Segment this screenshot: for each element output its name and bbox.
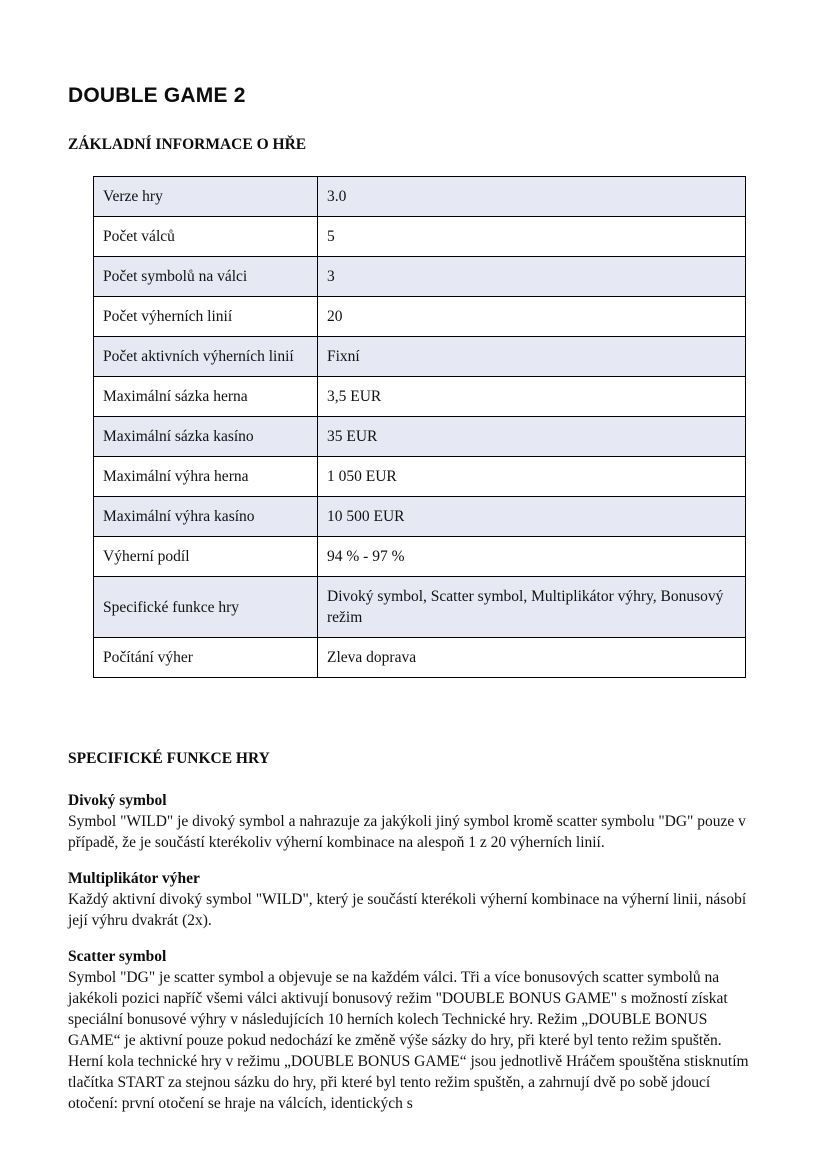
feature-body: Symbol "WILD" je divoký symbol a nahrazuje za jakýkoli jiný symbol kromě scatter symbolu "DG" pouze v případě, že je součástí kterékoliv výherní kombinace na alespoň 1 z 20 výherních linií. — [68, 813, 746, 851]
section-heading-specific-functions: SPECIFICKÉ FUNKCE HRY — [68, 750, 270, 767]
table-value-cell: 1 050 EUR — [318, 457, 746, 497]
feature-heading: Multiplikátor výher — [68, 870, 200, 887]
spacer — [68, 678, 760, 750]
table-value-cell: 35 EUR — [318, 417, 746, 457]
table-row — [94, 537, 746, 577]
table-value-cell: 3,5 EUR — [318, 377, 746, 417]
table-value-cell: 10 500 EUR — [318, 497, 746, 537]
table-value-cell: 3 — [318, 257, 746, 297]
feature-wild-symbol — [68, 790, 760, 853]
game-info-table — [93, 176, 746, 678]
table-row — [94, 577, 746, 638]
table-value-cell: Divoký symbol, Scatter symbol, Multiplikátor výhry, Bonusový režim — [318, 577, 746, 638]
table-value-cell: 5 — [318, 217, 746, 257]
table-label-cell: Maximální výhra kasíno — [94, 497, 318, 537]
table-row — [94, 257, 746, 297]
feature-heading: Scatter symbol — [68, 948, 167, 965]
table-row — [94, 417, 746, 457]
table-label-cell: Maximální výhra herna — [94, 457, 318, 497]
table-value-cell: 20 — [318, 297, 746, 337]
table-label-cell: Počet symbolů na válci — [94, 257, 318, 297]
feature-win-multiplier — [68, 868, 760, 931]
table-value-cell: Fixní — [318, 337, 746, 377]
table-row — [94, 217, 746, 257]
table-label-cell: Počítání výher — [94, 638, 318, 678]
table-value-cell: Zleva doprava — [318, 638, 746, 678]
table-label-cell: Počet výherních linií — [94, 297, 318, 337]
feature-heading: Divoký symbol — [68, 792, 167, 809]
table-row — [94, 177, 746, 217]
page-title: DOUBLE GAME 2 — [68, 84, 246, 107]
table-label-cell: Maximální sázka herna — [94, 377, 318, 417]
feature-body: Každý aktivní divoký symbol "WILD", který je součástí kterékoli výherní kombinace na výherní linii, násobí její výhru dvakrát (2x). — [68, 891, 747, 929]
feature-body: Symbol "DG" je scatter symbol a objevuje se na každém válci. Tři a více bonusových scatter symbolů na jakékoli pozici napříč všemi válci aktivují bonusový režim "DOUBLE BONUS GAME" s možností získat speciální bonusové výhry v následujících 10 herních kolech Technické hry. Režim „DOUBLE BONUS GAME“ je aktivní pouze pokud nedochází ke změně výše sázky do hry, při které byl tento režim spuštěn. Herní kola technické hry v režimu „DOUBLE BONUS GAME“ jsou jednotlivě Hráčem spouštěna stisknutím tlačítka START za stejnou sázku do hry, při které byl tento režim spuštěn, a zahrnují dvě po sobě jdoucí otočení: první otočení se hraje na válcích, identických s — [68, 969, 749, 1112]
table-label-cell: Maximální sázka kasíno — [94, 417, 318, 457]
table-row — [94, 638, 746, 678]
table-label-cell: Výherní podíl — [94, 537, 318, 577]
table-label-cell: Počet aktivních výherních linií — [94, 337, 318, 377]
table-row — [94, 377, 746, 417]
table-row — [94, 297, 746, 337]
feature-scatter-symbol — [68, 946, 760, 1114]
table-value-cell: 94 % - 97 % — [318, 537, 746, 577]
table-value-cell: 3.0 — [318, 177, 746, 217]
table-label-cell: Počet válců — [94, 217, 318, 257]
table-row — [94, 497, 746, 537]
section-heading-basic-info: ZÁKLADNÍ INFORMACE O HŘE — [68, 136, 307, 153]
table-row — [94, 337, 746, 377]
table-label-cell: Specifické funkce hry — [94, 577, 318, 638]
table-row — [94, 457, 746, 497]
table-label-cell: Verze hry — [94, 177, 318, 217]
